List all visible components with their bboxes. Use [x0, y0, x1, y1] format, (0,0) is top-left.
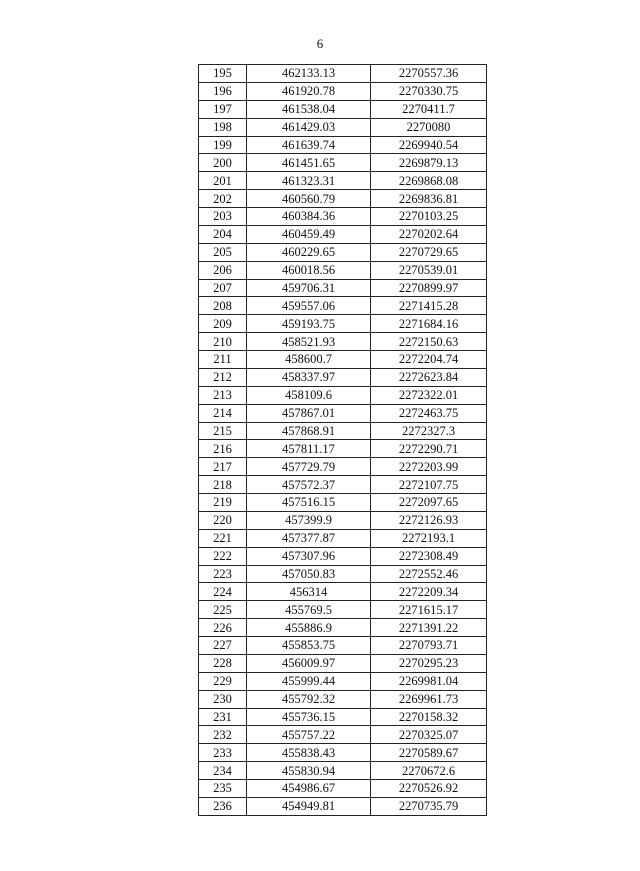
- table-row: [199, 208, 487, 226]
- point-number-cell: 208: [199, 297, 247, 315]
- table-row: [199, 333, 487, 351]
- y-coordinate-cell: 2272327.3: [371, 422, 487, 440]
- table-row: [199, 297, 487, 315]
- y-coordinate-cell: 2270539.01: [371, 261, 487, 279]
- point-number-cell: 206: [199, 261, 247, 279]
- point-number-cell: 203: [199, 208, 247, 226]
- y-coordinate-cell: 2271415.28: [371, 297, 487, 315]
- table-row: [199, 529, 487, 547]
- y-coordinate-cell: 2272552.46: [371, 565, 487, 583]
- x-coordinate-cell: 455769.5: [247, 601, 371, 619]
- point-number-cell: 199: [199, 136, 247, 154]
- point-number-cell: 228: [199, 654, 247, 672]
- point-number-cell: 213: [199, 386, 247, 404]
- point-number-cell: 232: [199, 726, 247, 744]
- point-number-cell: 198: [199, 118, 247, 136]
- table-row: [199, 154, 487, 172]
- table-row: [199, 440, 487, 458]
- x-coordinate-cell: 456314: [247, 583, 371, 601]
- x-coordinate-cell: 457516.15: [247, 494, 371, 512]
- x-coordinate-cell: 459193.75: [247, 315, 371, 333]
- table-row: [199, 708, 487, 726]
- point-number-cell: 216: [199, 440, 247, 458]
- x-coordinate-cell: 455830.94: [247, 762, 371, 780]
- point-number-cell: 234: [199, 762, 247, 780]
- table-row: [199, 225, 487, 243]
- x-coordinate-cell: 457377.87: [247, 529, 371, 547]
- point-number-cell: 212: [199, 368, 247, 386]
- y-coordinate-cell: 2270330.75: [371, 82, 487, 100]
- y-coordinate-cell: 2272322.01: [371, 386, 487, 404]
- y-coordinate-cell: 2270325.07: [371, 726, 487, 744]
- point-number-cell: 229: [199, 672, 247, 690]
- x-coordinate-cell: 461451.65: [247, 154, 371, 172]
- x-coordinate-cell: 457811.17: [247, 440, 371, 458]
- page-number: 6: [316, 36, 324, 51]
- y-coordinate-cell: 2272126.93: [371, 511, 487, 529]
- y-coordinate-cell: 2270080: [371, 118, 487, 136]
- table-row: [199, 780, 487, 798]
- y-coordinate-cell: 2272204.74: [371, 351, 487, 369]
- x-coordinate-cell: 462133.13: [247, 65, 371, 83]
- point-number-cell: 218: [199, 476, 247, 494]
- y-coordinate-cell: 2272308.49: [371, 547, 487, 565]
- table-row: [199, 744, 487, 762]
- table-row: [199, 565, 487, 583]
- x-coordinate-cell: 459557.06: [247, 297, 371, 315]
- table-row: [199, 797, 487, 815]
- table-row: [199, 690, 487, 708]
- point-number-cell: 210: [199, 333, 247, 351]
- y-coordinate-cell: 2270526.92: [371, 780, 487, 798]
- point-number-cell: 235: [199, 780, 247, 798]
- table-row: [199, 243, 487, 261]
- table-row: [199, 100, 487, 118]
- x-coordinate-cell: 460018.56: [247, 261, 371, 279]
- x-coordinate-cell: 460459.49: [247, 225, 371, 243]
- point-number-cell: 231: [199, 708, 247, 726]
- x-coordinate-cell: 460229.65: [247, 243, 371, 261]
- point-number-cell: 207: [199, 279, 247, 297]
- point-number-cell: 219: [199, 494, 247, 512]
- table-row: [199, 368, 487, 386]
- point-number-cell: 226: [199, 619, 247, 637]
- table-row: [199, 511, 487, 529]
- point-number-cell: 195: [199, 65, 247, 83]
- point-number-cell: 201: [199, 172, 247, 190]
- y-coordinate-cell: 2269836.81: [371, 190, 487, 208]
- table-row: [199, 458, 487, 476]
- table-row: [199, 190, 487, 208]
- x-coordinate-cell: 459706.31: [247, 279, 371, 297]
- table-row: [199, 583, 487, 601]
- y-coordinate-cell: 2270202.64: [371, 225, 487, 243]
- x-coordinate-cell: 457399.9: [247, 511, 371, 529]
- point-number-cell: 205: [199, 243, 247, 261]
- table-row: [199, 279, 487, 297]
- y-coordinate-cell: 2270103.25: [371, 208, 487, 226]
- x-coordinate-cell: 455886.9: [247, 619, 371, 637]
- y-coordinate-cell: 2271391.22: [371, 619, 487, 637]
- point-number-cell: 202: [199, 190, 247, 208]
- table-row: [199, 82, 487, 100]
- x-coordinate-cell: 455792.32: [247, 690, 371, 708]
- point-number-cell: 222: [199, 547, 247, 565]
- y-coordinate-cell: 2270557.36: [371, 65, 487, 83]
- x-coordinate-cell: 455838.43: [247, 744, 371, 762]
- x-coordinate-cell: 457867.01: [247, 404, 371, 422]
- x-coordinate-cell: 454986.67: [247, 780, 371, 798]
- y-coordinate-cell: 2269940.54: [371, 136, 487, 154]
- table-row: [199, 726, 487, 744]
- table-row: [199, 261, 487, 279]
- point-number-cell: 211: [199, 351, 247, 369]
- point-number-cell: 209: [199, 315, 247, 333]
- x-coordinate-cell: 457307.96: [247, 547, 371, 565]
- table-row: [199, 654, 487, 672]
- x-coordinate-cell: 461920.78: [247, 82, 371, 100]
- point-number-cell: 196: [199, 82, 247, 100]
- table-row: [199, 476, 487, 494]
- y-coordinate-cell: 2272290.71: [371, 440, 487, 458]
- y-coordinate-cell: 2270672.6: [371, 762, 487, 780]
- point-number-cell: 204: [199, 225, 247, 243]
- y-coordinate-cell: 2269981.04: [371, 672, 487, 690]
- table-row: [199, 601, 487, 619]
- x-coordinate-cell: 460384.36: [247, 208, 371, 226]
- point-number-cell: 224: [199, 583, 247, 601]
- table-row: [199, 494, 487, 512]
- point-number-cell: 214: [199, 404, 247, 422]
- x-coordinate-cell: 458521.93: [247, 333, 371, 351]
- x-coordinate-cell: 460560.79: [247, 190, 371, 208]
- table-row: [199, 619, 487, 637]
- x-coordinate-cell: 458109.6: [247, 386, 371, 404]
- table-row: [199, 672, 487, 690]
- table-row: [199, 386, 487, 404]
- y-coordinate-cell: 2270295.23: [371, 654, 487, 672]
- y-coordinate-cell: 2272150.63: [371, 333, 487, 351]
- x-coordinate-cell: 455736.15: [247, 708, 371, 726]
- x-coordinate-cell: 458337.97: [247, 368, 371, 386]
- point-number-cell: 215: [199, 422, 247, 440]
- y-coordinate-cell: 2272107.75: [371, 476, 487, 494]
- x-coordinate-cell: 458600.7: [247, 351, 371, 369]
- table-row: [199, 118, 487, 136]
- y-coordinate-cell: 2272623.84: [371, 368, 487, 386]
- point-number-cell: 223: [199, 565, 247, 583]
- point-number-cell: 200: [199, 154, 247, 172]
- point-number-cell: 221: [199, 529, 247, 547]
- point-number-cell: 217: [199, 458, 247, 476]
- point-number-cell: 230: [199, 690, 247, 708]
- table-row: [199, 547, 487, 565]
- y-coordinate-cell: 2271615.17: [371, 601, 487, 619]
- y-coordinate-cell: 2270793.71: [371, 637, 487, 655]
- y-coordinate-cell: 2270899.97: [371, 279, 487, 297]
- x-coordinate-cell: 455999.44: [247, 672, 371, 690]
- table-row: [199, 637, 487, 655]
- y-coordinate-cell: 2272209.34: [371, 583, 487, 601]
- x-coordinate-cell: 456009.97: [247, 654, 371, 672]
- y-coordinate-cell: 2269879.13: [371, 154, 487, 172]
- coordinates-table-body: [199, 65, 487, 816]
- table-row: [199, 315, 487, 333]
- x-coordinate-cell: 461639.74: [247, 136, 371, 154]
- point-number-cell: 220: [199, 511, 247, 529]
- point-number-cell: 236: [199, 797, 247, 815]
- x-coordinate-cell: 461538.04: [247, 100, 371, 118]
- x-coordinate-cell: 457868.91: [247, 422, 371, 440]
- point-number-cell: 197: [199, 100, 247, 118]
- y-coordinate-cell: 2272097.65: [371, 494, 487, 512]
- point-number-cell: 227: [199, 637, 247, 655]
- y-coordinate-cell: 2270411.7: [371, 100, 487, 118]
- x-coordinate-cell: 455853.75: [247, 637, 371, 655]
- y-coordinate-cell: 2272203.99: [371, 458, 487, 476]
- table-row: [199, 65, 487, 83]
- y-coordinate-cell: 2269961.73: [371, 690, 487, 708]
- point-number-cell: 233: [199, 744, 247, 762]
- x-coordinate-cell: 455757.22: [247, 726, 371, 744]
- x-coordinate-cell: 461429.03: [247, 118, 371, 136]
- y-coordinate-cell: 2271684.16: [371, 315, 487, 333]
- coordinates-table: [198, 64, 487, 816]
- y-coordinate-cell: 2270589.67: [371, 744, 487, 762]
- y-coordinate-cell: 2272193.1: [371, 529, 487, 547]
- y-coordinate-cell: 2269868.08: [371, 172, 487, 190]
- x-coordinate-cell: 454949.81: [247, 797, 371, 815]
- y-coordinate-cell: 2270735.79: [371, 797, 487, 815]
- x-coordinate-cell: 457050.83: [247, 565, 371, 583]
- table-row: [199, 351, 487, 369]
- x-coordinate-cell: 457572.37: [247, 476, 371, 494]
- y-coordinate-cell: 2270158.32: [371, 708, 487, 726]
- table-row: [199, 422, 487, 440]
- table-row: [199, 172, 487, 190]
- y-coordinate-cell: 2270729.65: [371, 243, 487, 261]
- point-number-cell: 225: [199, 601, 247, 619]
- x-coordinate-cell: 461323.31: [247, 172, 371, 190]
- table-row: [199, 136, 487, 154]
- y-coordinate-cell: 2272463.75: [371, 404, 487, 422]
- x-coordinate-cell: 457729.79: [247, 458, 371, 476]
- table-row: [199, 404, 487, 422]
- table-row: [199, 762, 487, 780]
